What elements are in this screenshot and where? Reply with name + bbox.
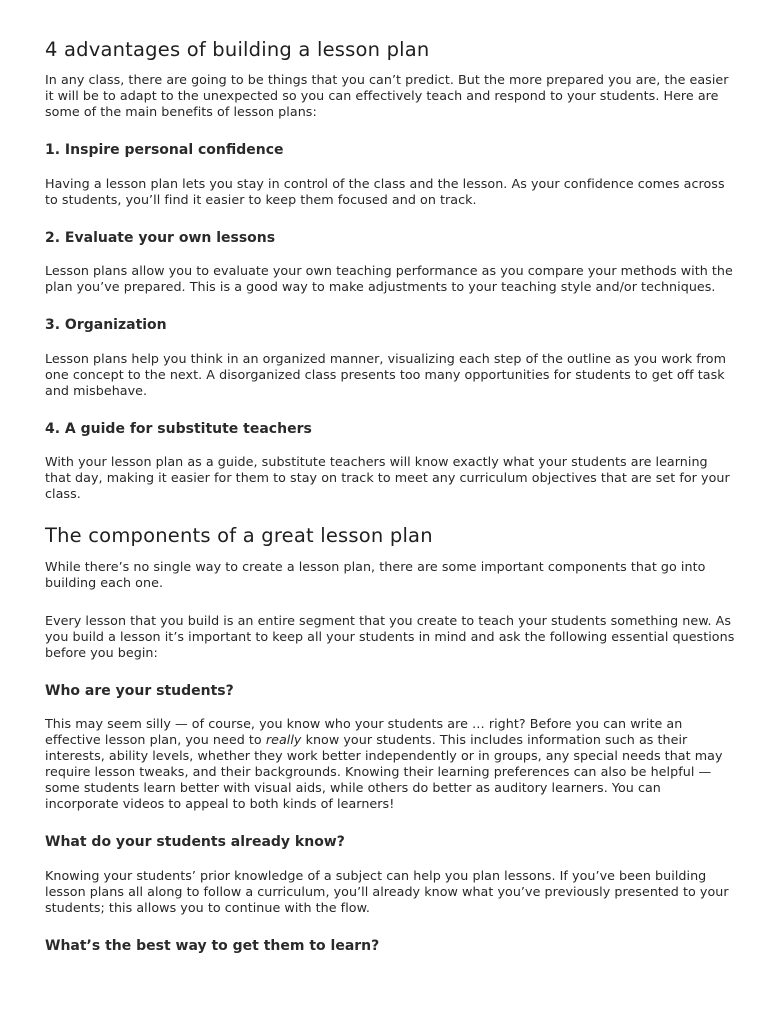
- components-intro-questions: Every lesson that you build is an entire segment that you create to teach your students something new. As you build a lesson it’s important to keep all your students in mind and ask the following essential questions before you begin:: [45, 612, 735, 660]
- document-content: [45, 38, 735, 971]
- advantage-heading-substitute: 4. A guide for substitute teachers: [45, 420, 312, 437]
- advantages-intro: In any class, there are going to be things that you can’t predict. But the more prepared you are, the easier it will be to adapt to the unexpected so you can effectively teach and respond to your students. Here are some of the main benefits of lesson plans:: [45, 72, 729, 120]
- question-text-who-part2: know your students. This includes information such as their interests, ability levels, whether they work better independently or in groups, any special needs that may require lesson tweaks, and their backgrounds. Knowing their learning preferences can also be helpful — some students learn better with visual aids, while others do better as auditory learners. You can incorporate videos to appeal to both kinds of learners!: [45, 732, 723, 812]
- components-intro: While there’s no single way to create a lesson plan, there are some important components that go into building each one.: [45, 558, 706, 590]
- advantage-heading-confidence: 1. Inspire personal confidence: [45, 142, 284, 159]
- question-text-who-part1: This may seem silly — of course, you know who your students are … right? Before you can write an effective lesson plan, you need to: [45, 716, 683, 748]
- advantage-text-confidence: Having a lesson plan lets you stay in control of the class and the lesson. As your confidence comes across to students, you’ll find it easier to keep them focused and on track.: [45, 175, 725, 207]
- question-heading-who: Who are your students?: [45, 682, 234, 699]
- question-heading-know: What do your students already know?: [45, 834, 345, 851]
- section-title-components: The components of a great lesson plan: [45, 524, 433, 548]
- section-title-advantages: 4 advantages of building a lesson plan: [45, 38, 430, 61]
- advantage-heading-organization: 3. Organization: [45, 317, 167, 334]
- question-heading-best-way: What’s the best way to get them to learn?: [45, 937, 380, 954]
- question-text-who-emphasis: really: [265, 732, 302, 748]
- question-text-who: [45, 716, 735, 812]
- question-text-know: Knowing your students’ prior knowledge of a subject can help you plan lessons. If you’ve been building lesson plans all along to follow a curriculum, you’ll already know what you’ve previously presented to your students; this allows you to continue with the flow.: [45, 867, 729, 915]
- advantage-text-substitute: With your lesson plan as a guide, substitute teachers will know exactly what your students are learning that day, making it easier for them to stay on track to meet any curriculum objectives that are set for your class.: [45, 454, 730, 502]
- advantage-heading-evaluate: 2. Evaluate your own lessons: [45, 229, 276, 246]
- advantage-text-organization: Lesson plans help you think in an organized manner, visualizing each step of the outline as you work from one concept to the next. A disorganized class presents too many opportunities for students to get off task and misbehave.: [45, 350, 726, 398]
- advantage-text-evaluate: Lesson plans allow you to evaluate your own teaching performance as you compare your methods with the plan you’ve prepared. This is a good way to make adjustments to your teaching style and/or techniques.: [45, 263, 733, 295]
